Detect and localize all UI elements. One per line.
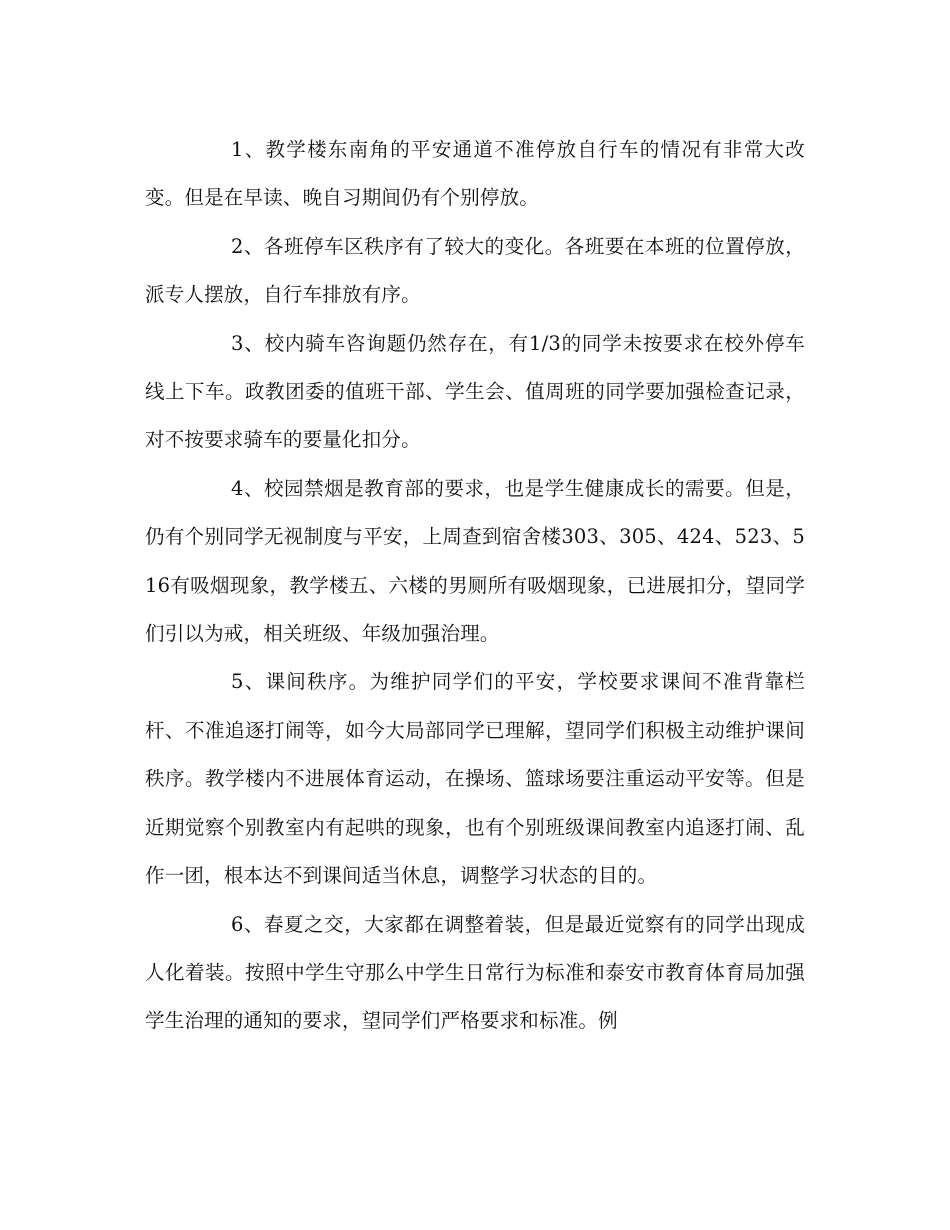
paragraph-3: 3、校内骑车咨询题仍然存在，有1/3的同学未按要求在校外停车线上下车。政教团委的值班干部、学生会、值周班的同学要加强检查记录，对不按要求骑车的要量化扣分。: [145, 331, 805, 452]
paragraph-6: 6、春夏之交，大家都在调整着装，但是最近觉察有的同学出现成人化着装。按照中学生守那么中学生日常行为标准和泰安市教育体育局加强学生治理的通知的要求，望同学们严格要求和标准。例: [145, 912, 805, 1033]
paragraph-1: 1、教学楼东南角的平安通道不准停放自行车的情况有非常大改变。但是在早读、晚自习期间仍有个别停放。: [145, 138, 805, 210]
paragraph-5: 5、课间秩序。为维护同学们的平安，学校要求课间不准背靠栏杆、不准追逐打闹等，如今大局部同学已理解，望同学们积极主动维护课间秩序。教学楼内不进展体育运动，在操场、篮球场要注重运动平安等。但是近期觉察个别教室内有起哄的现象，也有个别班级课间教室内追逐打闹、乱作一团，根本达不到课间适当休息，调整学习状态的目的。: [145, 670, 805, 888]
paragraph-2: 2、各班停车区秩序有了较大的变化。各班要在本班的位置停放，派专人摆放，自行车排放有序。: [145, 234, 805, 307]
paragraph-4: 4、校园禁烟是教育部的要求，也是学生健康成长的需要。但是，仍有个别同学无视制度与平安，上周查到宿舍楼303、305、424、523、516有吸烟现象，教学楼五、六楼的男厕所有吸烟现象，已进展扣分，望同学们引以为戒，相关班级、年级加强治理。: [145, 476, 805, 646]
document-body: [145, 126, 805, 1046]
